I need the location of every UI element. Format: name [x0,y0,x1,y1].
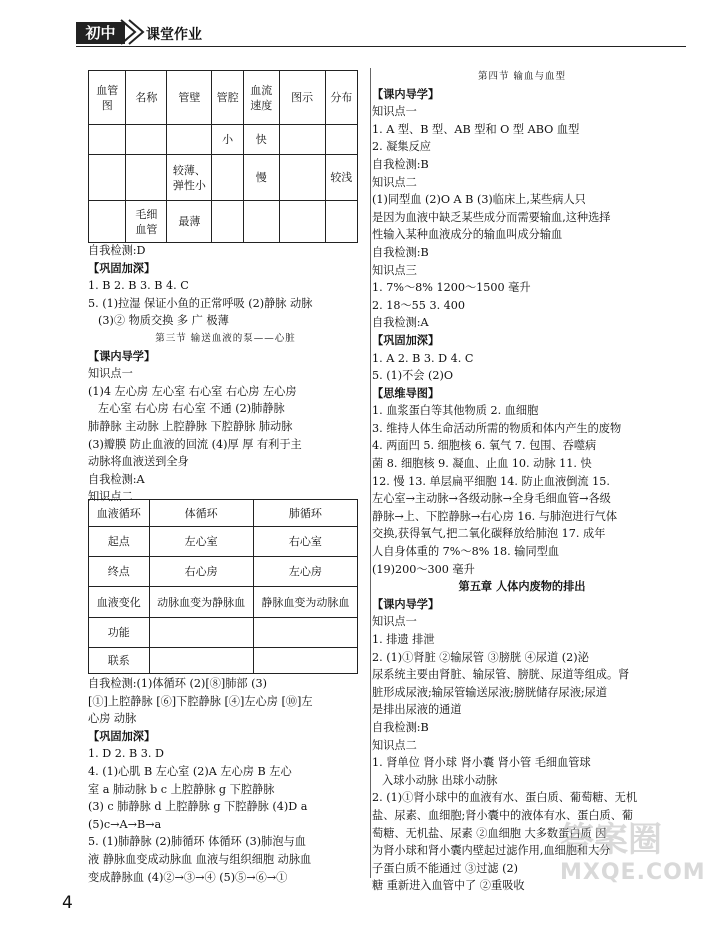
vessel-table-row [89,71,358,125]
text-line: (19)200～300 毫升 [372,562,475,576]
circulation-table-cell [253,617,357,647]
text-line: 第五章 人体内废物的排出 [458,580,586,594]
text-line: 自我检测:(1)体循环 (2)[⑧]肺部 (3) [88,677,268,690]
vessel-table-cell [243,201,279,243]
text-line: 【巩固加深】 [372,332,440,347]
text-line: 心房 动脉 [88,712,137,726]
column-divider [370,68,371,878]
vessel-table-cell: 血管图 [89,71,126,125]
circulation-table-cell: 终点 [89,557,150,587]
text-line: 糖 重新进入血管中了 ②重吸收 [372,879,525,893]
text-line: 室 a 肺动脉 b c 上腔静脉 g 下腔静脉 [88,782,275,796]
watermark-logo: 答案圈 [560,820,662,860]
circulation-table-row [89,500,358,527]
text-line: 知识点一 [372,615,417,629]
text-line: 菌 8. 细胞核 9. 凝血、止血 10. 动脉 11. 快 [372,457,592,471]
chevron-icon [117,18,147,46]
circulation-table-cell: 体循环 [149,500,253,527]
text-line: 2. 18～55 3. 400 [372,298,466,312]
text-line: 【课内导学】 [372,596,440,611]
circulation-table-row [89,527,358,557]
vessel-table-cell: 分布 [325,71,357,125]
watermark-url: MXQE.COM [560,860,706,885]
text-line: 1. B 2. B 3. B 4. C [88,279,189,293]
text-line: 5. (1)肺静脉 (2)肺循环 体循环 (3)肺泡与血 [88,835,306,849]
text-line: 1. A 2. B 3. D 4. C [372,351,474,365]
text-line: (5)c→A→B→a [88,817,162,831]
circulation-table [88,499,358,674]
vessel-table-cell: 图示 [279,71,325,125]
text-line: 子蛋白质不能通过 ③过滤 (2) [372,861,519,875]
page-number: 4 [62,893,73,913]
grade-badge: 初中 [76,22,125,44]
right-text-block [372,68,672,895]
text-line: 1. 血浆蛋白等其他物质 2. 血细胞 [372,404,539,418]
text-line: 1. 7%～8% 1200～1500 毫升 [372,281,531,295]
text-line: 变成静脉血 (4)②→③→④ (5)⑤→⑥→① [88,870,288,884]
circulation-table-cell [149,617,253,647]
text-line: 盐、尿素、血细胞;肾小囊中的液体有水、蛋白质、葡 [372,808,634,822]
vessel-table-cell [279,155,325,201]
text-line: 是因为血液中缺乏某些成分而需要输血,这种选择 [372,210,611,224]
circulation-table-cell: 肺循环 [253,500,357,527]
watermark [560,820,706,885]
vessel-table-cell: 名称 [126,71,167,125]
vessel-table-cell [279,125,325,155]
circulation-table-cell: 静脉血变为动脉血 [253,587,357,617]
vessel-table-cell: 管腔 [212,71,243,125]
circulation-table-cell: 血液变化 [89,587,150,617]
text-line: 2. (1)①肾脏 ②输尿管 ③膀胱 ④尿道 (2)泌 [372,650,589,664]
text-line: 【巩固加深】 [88,260,156,275]
vessel-table-cell [126,125,167,155]
circulation-table-cell: 右心房 [149,557,253,587]
text-line: 第三节 输送血液的泵——心脏 [155,332,296,344]
text-line: 5. (1)不会 (2)O [372,369,454,383]
text-line: 4. (1)心肌 B 左心室 (2)A 左心房 B 左心 [88,764,292,778]
text-line: 交换,获得氧气,把二氧化碳释放给肺泡 17. 成年 [372,527,606,541]
vessel-table [88,70,358,243]
circulation-table-cell: 功能 [89,617,150,647]
book-subtitle: 课堂作业 [146,27,202,43]
text-line: 左心室→主动脉→各级动脉→全身毛细血管→各级 [372,492,611,506]
vessel-table-cell [325,125,357,155]
text-line: 液 静脉血变成动脉血 血液与组织细胞 动脉血 [88,852,312,866]
text-line: 动脉将血液送到全身 [88,455,189,469]
circulation-table-row [89,557,358,587]
circulation-table-cell: 联系 [89,647,150,673]
vessel-table-cell: 较薄、 弹性小 [167,155,212,201]
left-text-block-1 [88,242,363,506]
text-line: 1. 排遗 排泄 [372,633,435,646]
text-line: 1. A 型、B 型、AB 型和 O 型 ABO 血型 [372,122,580,136]
text-line: 知识点一 [88,367,133,381]
text-line: 脏形成尿液;输尿管输送尿液;膀胱储存尿液;尿道 [372,685,608,699]
text-line: 1. 肾单位 肾小球 肾小囊 肾小管 毛细血管球 [372,756,591,770]
left-text-block-2 [88,675,363,886]
text-line: 自我检测:B [372,157,429,171]
circulation-table-cell: 动脉血变为静脉血 [149,587,253,617]
text-line: 4. 两面凹 5. 细胞核 6. 氧气 7. 包围、吞噬病 [372,439,597,453]
text-line: 知识点二 [372,175,417,189]
text-line: 肺静脉 主动脉 上腔静脉 下腔静脉 肺动脉 [88,419,293,433]
text-line: 1. D 2. B 3. D [88,747,164,761]
text-line: 2. 凝集反应 [372,140,431,154]
text-line: 自我检测:A [372,316,429,330]
vessel-table-cell [212,155,243,201]
vessel-table-cell: 血流 速度 [243,71,279,125]
circulation-table-cell [149,647,253,673]
text-line: 自我检测:A [88,472,145,486]
circulation-table-row [89,587,358,617]
vessel-table-cell [279,201,325,243]
text-line: (3)瓣膜 防止血液的回流 (4)厚 厚 有利于主 [88,437,302,451]
text-line: 静脉→上、下腔静脉→右心房 16. 与肺泡进行气体 [372,509,618,523]
text-line: (1)4 左心房 左心室 右心室 右心房 左心房 [88,384,297,398]
text-line: (3) c 肺静脉 d 上腔静脉 g 下腔静脉 (4)D a [88,800,308,814]
vessel-table-cell: 小 [212,125,243,155]
vessel-table-row [89,125,358,155]
text-line: 知识点三 [372,263,417,277]
vessel-table-cell [89,201,126,243]
text-line: 5. (1)拉湿 保证小鱼的正常呼吸 (2)静脉 动脉 [88,296,313,310]
vessel-table-cell: 慢 [243,155,279,201]
text-line: 知识点二 [88,490,133,504]
vessel-table-cell [89,125,126,155]
text-line: 2. (1)①肾小球中的血液有水、蛋白质、葡萄糖、无机 [372,791,638,805]
circulation-table-cell: 左心房 [253,557,357,587]
text-line: 自我检测:B [372,720,429,734]
vessel-table-cell: 最薄 [167,201,212,243]
text-line: [①]上腔静脉 [⑥]下腔静脉 [④]左心房 [⑩]左 [88,694,313,708]
circulation-table-cell: 血液循环 [89,500,150,527]
vessel-table-cell [325,201,357,243]
circulation-table-cell [253,647,357,673]
text-line: 人自身体重的 7%～8% 18. 输同型血 [372,545,560,559]
text-line: 性输入某种血液成分的输血叫成分输血 [372,228,563,242]
text-line: 【思维导图】 [372,385,440,400]
header-rule [76,46,686,47]
text-line: 知识点一 [372,105,417,119]
text-line: 3. 维持人体生命活动所需的物质和体内产生的废物 [372,421,622,435]
vessel-table-cell [89,155,126,201]
text-line: 第四节 输血与血型 [477,71,567,82]
text-line: (1)同型血 (2)O A B (3)临床上,某些病人只 [372,193,586,207]
circulation-table-row [89,647,358,673]
vessel-table-row [89,201,358,243]
text-line: (3)② 物质交换 多 广 极薄 [98,314,229,328]
text-line: 是排出尿液的通道 [372,703,462,717]
text-line: 萄糖、无机盐、尿素 ②血细胞 大多数蛋白质 因 [372,826,607,840]
circulation-table-row [89,617,358,647]
text-line: 12. 慢 13. 单层扁平细胞 14. 防止血液倒流 15. [372,474,610,488]
vessel-table-cell [126,155,167,201]
vessel-table-cell: 较浅 [325,155,357,201]
text-line: 入球小动脉 出球小动脉 [382,773,498,787]
text-line: 自我检测:D [88,244,146,257]
text-line: 【巩固加深】 [88,728,156,743]
vessel-table-cell: 管壁 [167,71,212,125]
vessel-table-row [89,155,358,201]
vessel-table-cell: 毛细 血管 [126,201,167,243]
text-line: 尿系统主要由肾脏、输尿管、膀胱、尿道等组成。肾 [372,668,630,682]
text-line: 左心室 右心房 右心室 不通 (2)肺静脉 [98,402,285,416]
circulation-table-cell: 左心室 [149,527,253,557]
vessel-table-cell: 快 [243,125,279,155]
text-line: 【课内导学】 [372,86,440,101]
circulation-table-cell: 起点 [89,527,150,557]
text-line: 【课内导学】 [88,348,156,363]
text-line: 知识点二 [372,738,417,752]
vessel-table-cell [167,125,212,155]
text-line: 为肾小球和肾小囊内壁起过滤作用,血细胞和大分 [372,844,611,858]
vessel-table-cell [212,201,243,243]
circulation-table-cell: 右心室 [253,527,357,557]
text-line: 自我检测:B [372,245,429,259]
